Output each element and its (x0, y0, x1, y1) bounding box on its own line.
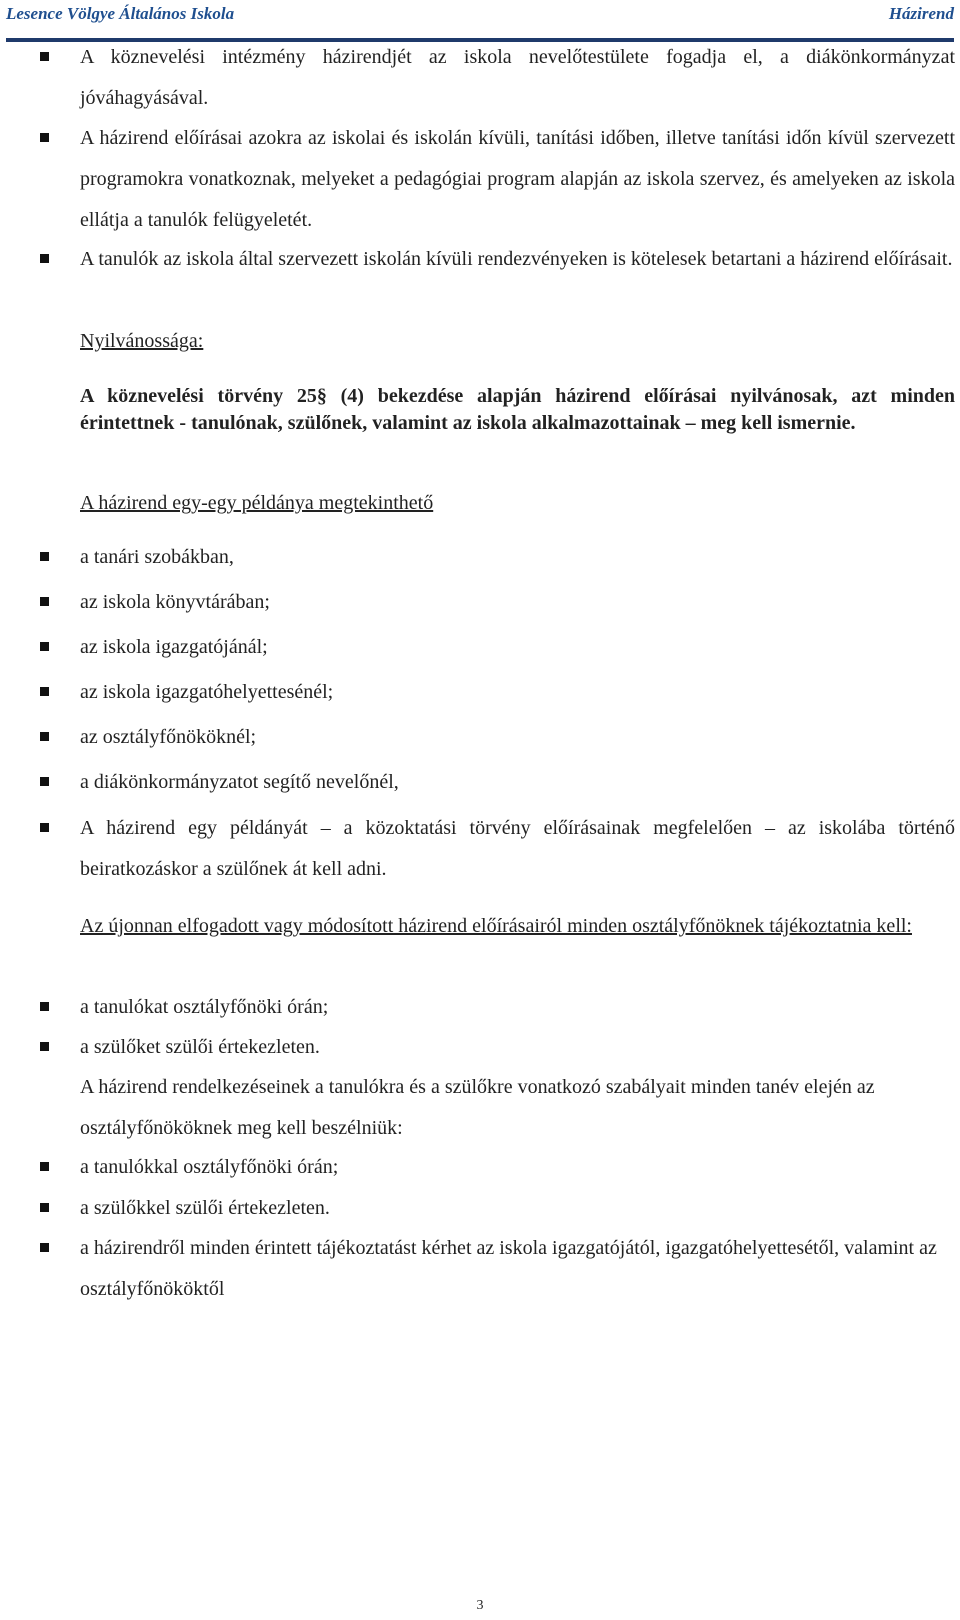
school-name: Lesence Völgye Általános Iskola (6, 4, 235, 23)
list-item: a tanulókkal osztályfőnöki órán; (80, 1147, 955, 1188)
list-item: az iskola könyvtárában; (80, 582, 955, 623)
list-item: a házirendről minden érintett tájékoztatást kérhet az iskola igazgatójától, igazgatóhelyettesétől, valamint az osztályfőnököktől (80, 1228, 955, 1310)
list-item: a diákönkormányzatot segítő nevelőnél, (80, 762, 955, 803)
publicity-heading: Nyilvánossága: (80, 330, 204, 352)
list-item: A házirend egy példányát – a közoktatási törvény előírásainak megfelelően – az iskolába történő beiratkozáskor a szülőnek át kell adni. (80, 808, 955, 890)
publicity-statement: A köznevelési törvény 25§ (4) bekezdése alapján házirend előírásai nyilvánosak, azt minden érintettnek - tanulónak, szülőnek, valamint az iskola alkalmazottainak – meg kell ismernie. (80, 385, 955, 434)
page-number: 3 (476, 1598, 484, 1613)
list-item: A tanulók az iskola által szervezett iskolán kívüli rendezvényeken is kötelesek betartani a házirend előírásait. (80, 239, 955, 280)
list-item: az osztályfőnököknél; (80, 717, 955, 758)
list-item: A házirend előírásai azokra az iskolai és iskolán kívüli, tanítási időben, illetve tanítási időn kívül szervezett programokra vonatkoznak, melyeket a pedagógiai program alapján az iskola szervez, és amelyeken az iskola ellátja a tanulók felügyeletét. (80, 118, 955, 241)
list-item: a szülőkkel szülői értekezleten. (80, 1188, 955, 1229)
rules-paragraph: A házirend rendelkezéseinek a tanulókra és a szülőkre vonatkozó szabályait minden tanév elején az osztályfőnököknek meg kell beszélniük: (80, 1076, 875, 1139)
list-item: a tanulókat osztályfőnöki órán; (80, 987, 955, 1028)
list-item: a tanári szobákban, (80, 537, 955, 578)
list-item: az iskola igazgatójánál; (80, 627, 955, 668)
list-item: a szülőket szülői értekezleten. (80, 1027, 955, 1068)
inform-heading: Az újonnan elfogadott vagy módosított házirend előírásairól minden osztályfőnöknek tájékoztatnia kell: (80, 915, 912, 937)
copy-heading: A házirend egy-egy példánya megtekinthető (80, 492, 434, 514)
page-header (6, 0, 954, 42)
list-item: az iskola igazgatóhelyettesénél; (80, 672, 955, 713)
document-title: Házirend (888, 4, 954, 23)
list-item: A köznevelési intézmény házirendjét az iskola nevelőtestülete fogadja el, a diákönkormányzat jóváhagyásával. (80, 37, 955, 119)
